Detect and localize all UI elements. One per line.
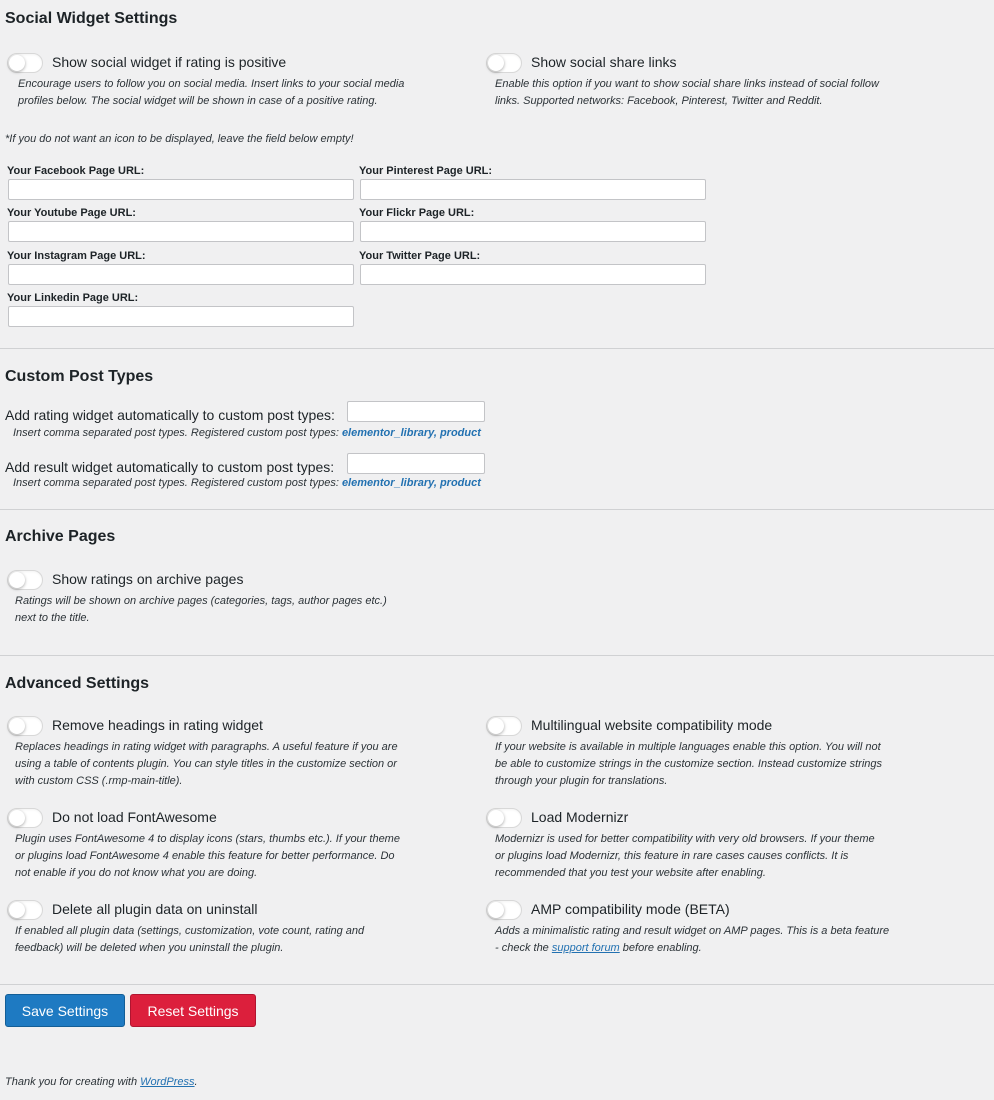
section-divider bbox=[0, 984, 994, 985]
social-widget-settings-heading: Social Widget Settings bbox=[5, 10, 178, 27]
custom-post-types-heading: Custom Post Types bbox=[5, 368, 154, 385]
section-divider bbox=[0, 348, 994, 349]
amp-label: AMP compatibility mode (BETA) bbox=[531, 901, 730, 917]
social-share-toggle[interactable] bbox=[486, 53, 522, 73]
flickr-url-label: Your Flickr Page URL: bbox=[359, 207, 475, 219]
result-cpt-label: Add result widget automatically to custom post types: bbox=[5, 459, 335, 475]
flickr-url-input[interactable] bbox=[360, 221, 706, 242]
multilingual-setting bbox=[486, 716, 956, 788]
pinterest-url-label: Your Pinterest Page URL: bbox=[359, 165, 493, 177]
result-cpt-description: Insert comma separated post types. Registered custom post types: elementor_library, product bbox=[13, 477, 481, 489]
twitter-url-label: Your Twitter Page URL: bbox=[359, 250, 481, 262]
footer-thank-you: Thank you for creating with WordPress. bbox=[5, 1076, 198, 1088]
amp-toggle[interactable] bbox=[486, 900, 522, 920]
archive-ratings-description: Ratings will be shown on archive pages (categories, tags, author pages etc.) next to the title. bbox=[15, 595, 387, 624]
multilingual-label: Multilingual website compatibility mode bbox=[531, 717, 773, 733]
amp-setting bbox=[486, 900, 956, 960]
modernizr-toggle[interactable] bbox=[486, 808, 522, 828]
fontawesome-setting bbox=[7, 808, 467, 880]
social-positive-setting bbox=[7, 53, 457, 113]
youtube-url-input[interactable] bbox=[8, 221, 354, 242]
modernizr-setting bbox=[486, 808, 956, 880]
section-divider bbox=[0, 655, 994, 656]
linkedin-url-label: Your Linkedin Page URL: bbox=[7, 292, 139, 304]
advanced-settings-heading: Advanced Settings bbox=[5, 675, 150, 692]
remove-headings-setting bbox=[7, 716, 467, 788]
archive-ratings-setting bbox=[7, 570, 457, 630]
social-positive-description: Encourage users to follow you on social media. Insert links to your social media profiles below. The social widget will be shown in case of a positive rating. bbox=[18, 78, 405, 107]
fontawesome-description: Plugin uses FontAwesome 4 to display icons (stars, thumbs etc.). If your theme or plugins load FontAwesome 4 enable this feature for better performance. Do not enable if you do not know what you are doing. bbox=[15, 833, 400, 879]
delete-data-toggle[interactable] bbox=[7, 900, 43, 920]
rating-cpt-input[interactable] bbox=[347, 401, 485, 422]
multilingual-toggle[interactable] bbox=[486, 716, 522, 736]
instagram-url-label: Your Instagram Page URL: bbox=[7, 250, 146, 262]
registered-post-types: elementor_library, product bbox=[341, 477, 481, 489]
facebook-url-label: Your Facebook Page URL: bbox=[7, 165, 145, 177]
delete-data-description: If enabled all plugin data (settings, customization, vote count, rating and feedback) will be deleted when you uninstall the plugin. bbox=[15, 925, 365, 954]
pinterest-url-input[interactable] bbox=[360, 179, 706, 200]
instagram-url-input[interactable] bbox=[8, 264, 354, 285]
remove-headings-description: Replaces headings in rating widget with paragraphs. A useful feature if you are using a table of contents plugin. You can style titles in the customize section or with custom CSS (.rmp-main-title). bbox=[15, 741, 398, 787]
multilingual-description: If your website is available in multiple languages enable this option. You will not be able to customize strings in the customize section. Instead customize strings through your plugin for translations. bbox=[495, 741, 883, 787]
empty-icon-note: *If you do not want an icon to be displayed, leave the field below empty! bbox=[5, 133, 354, 145]
registered-post-types: elementor_library, product bbox=[341, 427, 481, 439]
wordpress-link[interactable]: WordPress bbox=[140, 1076, 195, 1088]
archive-ratings-label: Show ratings on archive pages bbox=[52, 571, 244, 587]
rating-cpt-label: Add rating widget automatically to custom post types: bbox=[5, 407, 335, 423]
social-positive-label: Show social widget if rating is positive bbox=[52, 54, 287, 70]
amp-description: Adds a minimalistic rating and result widget on AMP pages. This is a beta feature - check the support forum before enabling. bbox=[495, 925, 890, 954]
facebook-url-input[interactable] bbox=[8, 179, 354, 200]
twitter-url-input[interactable] bbox=[360, 264, 706, 285]
linkedin-url-input[interactable] bbox=[8, 306, 354, 327]
delete-data-label: Delete all plugin data on uninstall bbox=[52, 901, 258, 917]
section-divider bbox=[0, 509, 994, 510]
social-share-setting bbox=[486, 53, 956, 113]
fontawesome-toggle[interactable] bbox=[7, 808, 43, 828]
support-forum-link[interactable]: support forum bbox=[551, 942, 620, 954]
remove-headings-toggle[interactable] bbox=[7, 716, 43, 736]
delete-data-setting bbox=[7, 900, 467, 960]
modernizr-description: Modernizr is used for better compatibility with very old browsers. If your theme or plugins load Modernizr, this feature in rare cases causes conflicts. It is recommended that you test your website after enabling. bbox=[495, 833, 875, 879]
modernizr-label: Load Modernizr bbox=[531, 809, 629, 825]
result-cpt-input[interactable] bbox=[347, 453, 485, 474]
reset-settings-button[interactable]: Reset Settings bbox=[130, 994, 256, 1027]
save-settings-button[interactable]: Save Settings bbox=[5, 994, 125, 1027]
youtube-url-label: Your Youtube Page URL: bbox=[7, 207, 136, 219]
archive-ratings-toggle[interactable] bbox=[7, 570, 43, 590]
rating-cpt-description: Insert comma separated post types. Registered custom post types: elementor_library, product bbox=[13, 427, 481, 439]
social-positive-toggle[interactable] bbox=[7, 53, 43, 73]
remove-headings-label: Remove headings in rating widget bbox=[52, 717, 263, 733]
social-share-description: Enable this option if you want to show social share links instead of social follow links. Supported networks: Facebook, Pinterest, Twitter and Reddit. bbox=[495, 78, 879, 107]
social-share-label: Show social share links bbox=[531, 54, 677, 70]
fontawesome-label: Do not load FontAwesome bbox=[52, 809, 217, 825]
archive-pages-heading: Archive Pages bbox=[5, 528, 116, 545]
